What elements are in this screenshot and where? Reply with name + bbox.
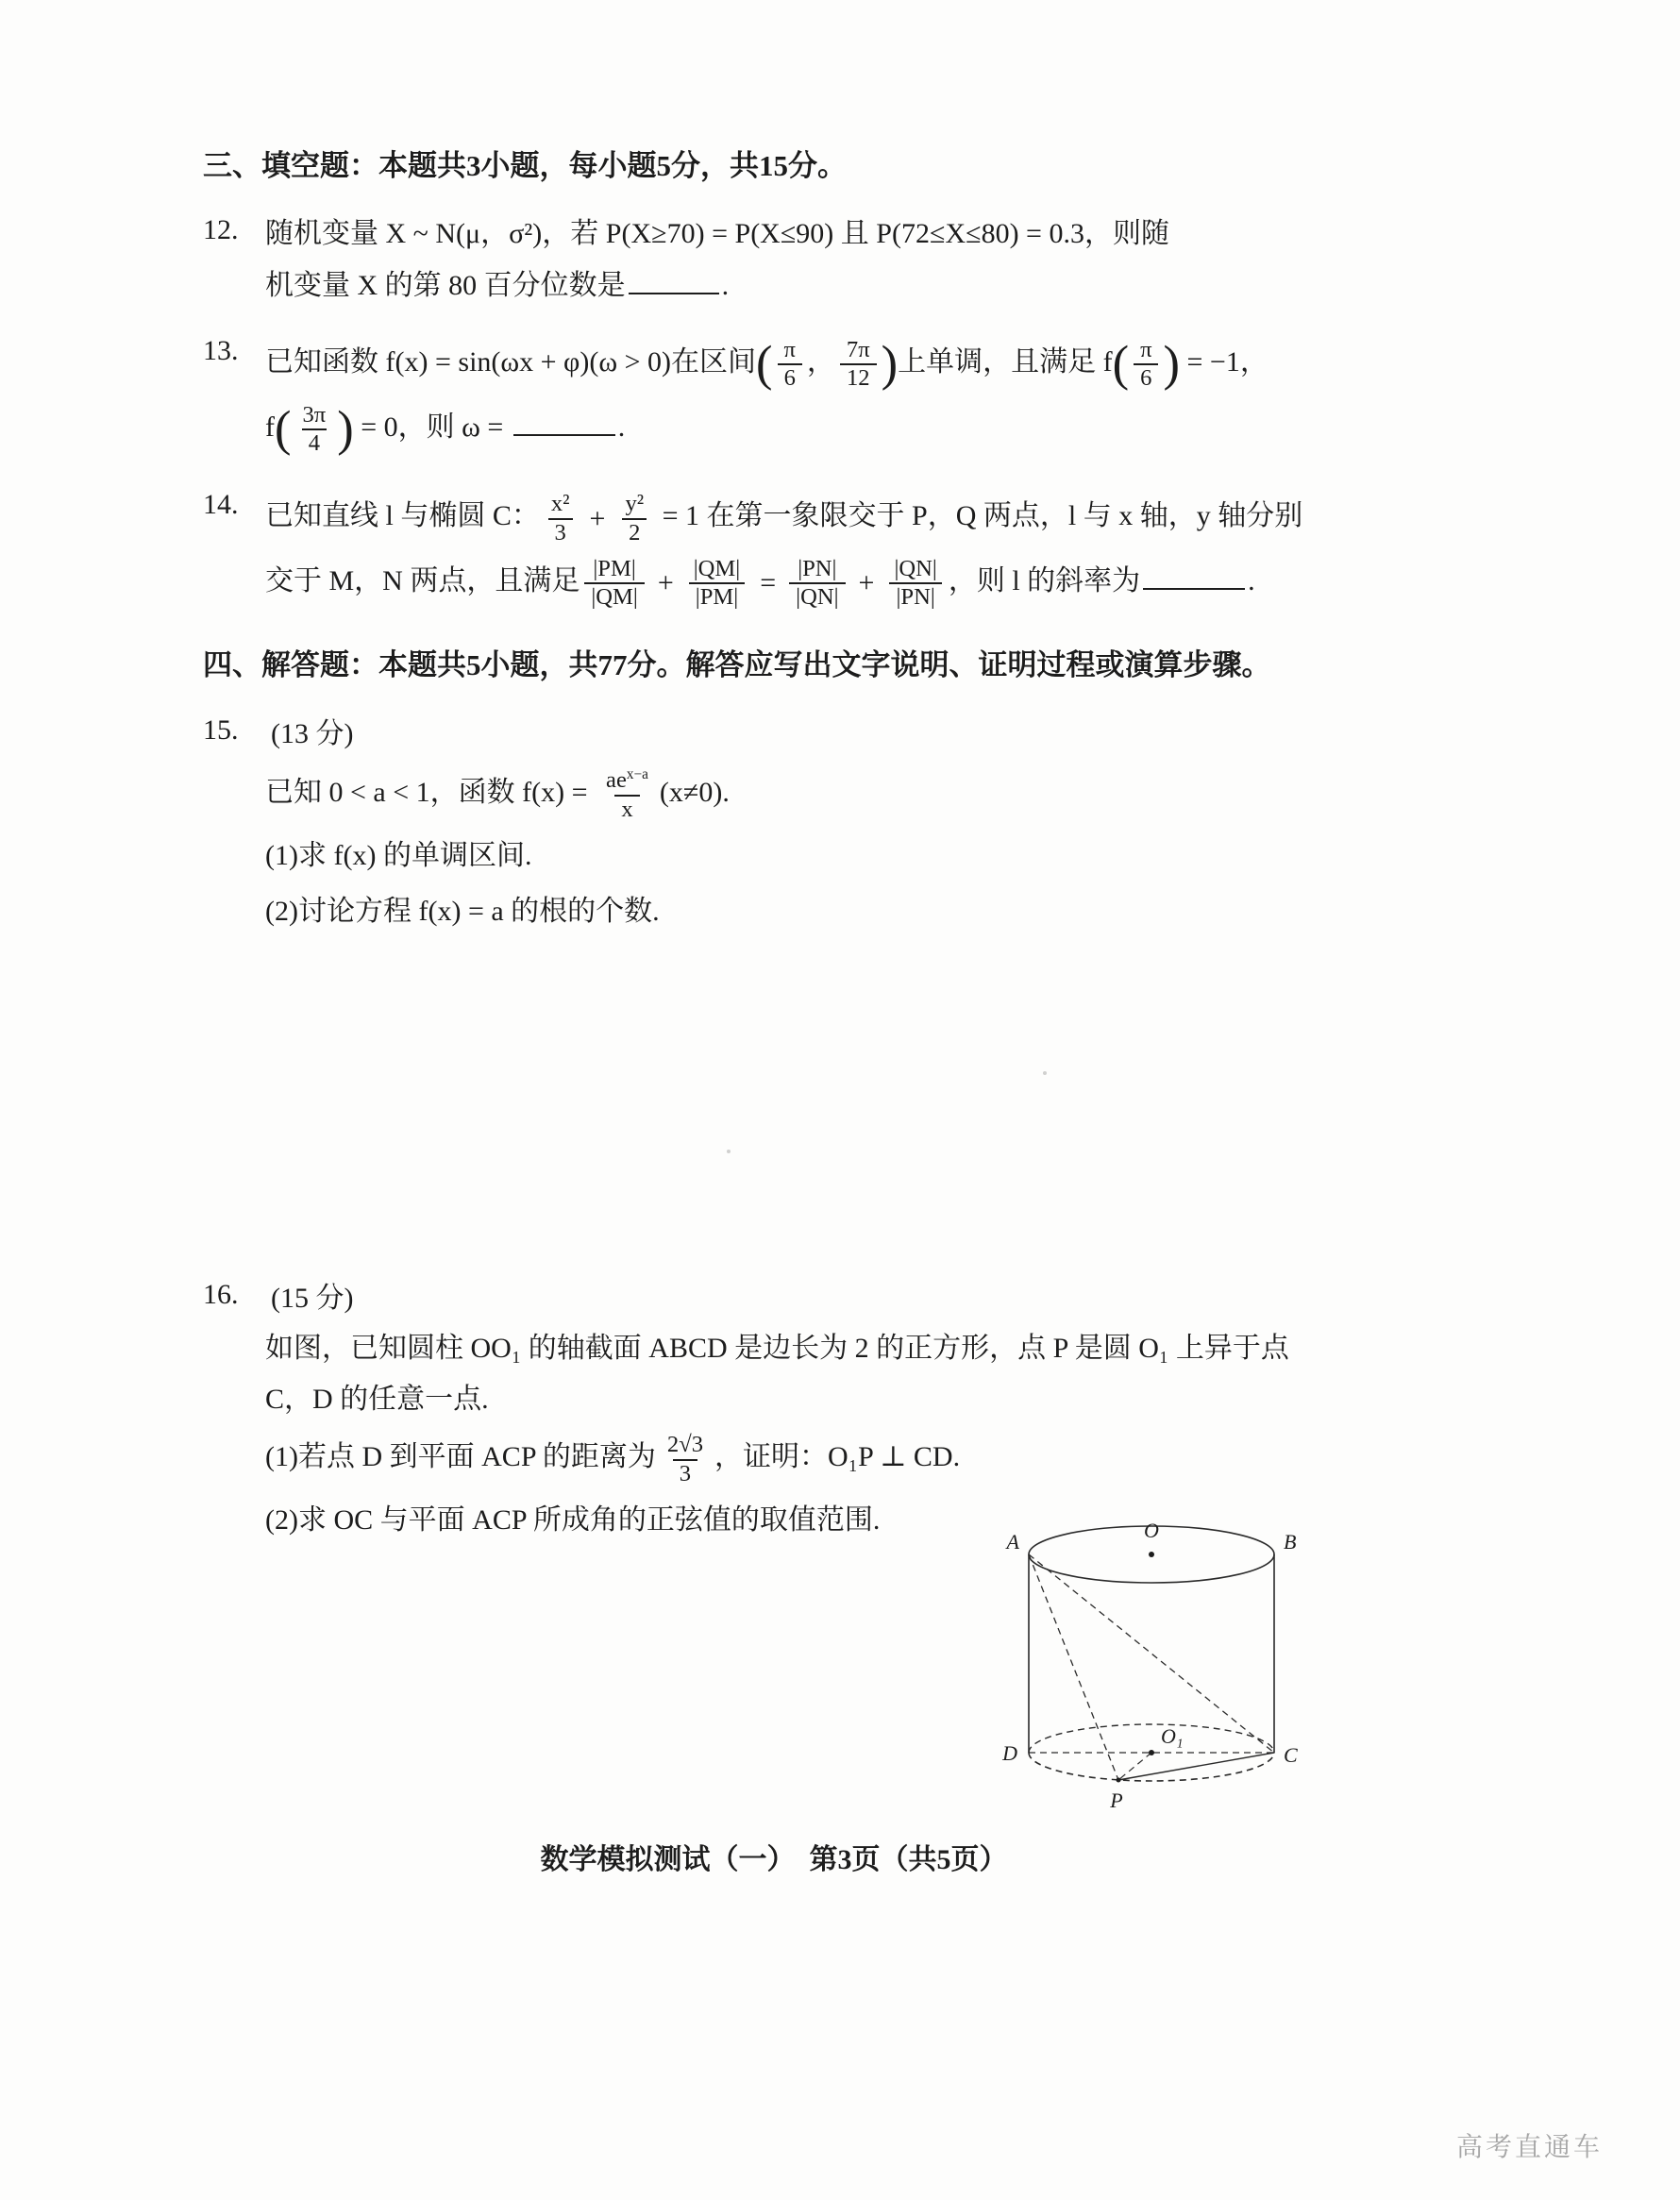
question-16-line-1 (265, 1325, 1345, 1372)
segment-AP (1029, 1554, 1118, 1780)
question-12-line-1 (265, 210, 1345, 258)
fraction-QM-PM: $\frac{|QM|}{|PM|}$ (687, 556, 747, 612)
point-O (1149, 1552, 1154, 1557)
question-15-score-line (265, 711, 1345, 758)
fraction-ae-x: $\frac{ae^{x-a}}{x}$ (599, 766, 655, 823)
section-heading-solution: 四、解答题：本题共5小题，共77分。解答应写出文字说明、证明过程或演算步骤。 (203, 648, 1271, 682)
point-O1 (1149, 1750, 1154, 1755)
plus-sign: + (858, 567, 875, 599)
question-15-part-2-text: (2)讨论方程 f(x) = a 的根的个数. (265, 896, 660, 928)
figure-label-A: A (1006, 1530, 1019, 1553)
figure-label-O: O (1144, 1519, 1159, 1542)
fraction-7pi-12: $\frac{7\pi}{12}$ (840, 337, 877, 393)
fraction-QN-PN: $\frac{|QN|}{|PN|}$ (887, 556, 943, 612)
question-14-number: 14. (203, 489, 239, 521)
question-16-part-1-text-b: ，证明：O₁P ⊥ CD. (714, 1441, 961, 1473)
question-13-body (265, 327, 1345, 466)
question-13 (203, 327, 1345, 466)
question-16-text-2: C，D 的任意一点. (265, 1383, 489, 1415)
question-15-text-1: 已知 0 < a < 1，函数 f(x) = (265, 776, 596, 808)
comma: ， (806, 346, 835, 378)
fraction-x2-3: $\frac{\text{x²}}{3}$ (545, 491, 577, 546)
watermark: 高考直通车 (1455, 2132, 1603, 2161)
question-13-text-5: = 0，则 ω = (353, 411, 511, 443)
figure-label-P: P (1110, 1789, 1123, 1812)
question-12-text-2: 机变量 X 的第 80 百分位数是 (265, 269, 626, 301)
question-16-part-1 (265, 1432, 1345, 1487)
fraction-pi-6: $\frac{\pi}{6}$ (1134, 337, 1158, 393)
question-16-part-2-text: (2)求 OC 与平面 ACP 所成角的正弦值的取值范围. (265, 1503, 881, 1536)
segment-PC (1118, 1753, 1274, 1780)
segment-O1P (1118, 1753, 1151, 1780)
point-P (1117, 1778, 1121, 1783)
question-16-score-line (265, 1275, 1345, 1322)
question-16-text-1: 如图，已知圆柱 OO₁ 的轴截面 ABCD 是边长为 2 的正方形，点 P 是圆 O₁ 上异于点 (265, 1333, 1289, 1365)
equals-sign: = (760, 567, 777, 599)
question-13-text-2: 上单调，且满足 f (898, 346, 1113, 378)
question-14-body (265, 481, 1345, 620)
segment-AC (1029, 1554, 1274, 1753)
question-13-tail: . (617, 411, 626, 443)
question-16-line-2 (265, 1376, 1345, 1423)
question-12-tail: . (721, 269, 730, 301)
question-16-score: (15 分) (271, 1282, 354, 1314)
answer-blank (513, 403, 615, 436)
question-13-line-2 (265, 402, 1345, 458)
question-15-formula-line (265, 766, 1345, 823)
question-13-number: 13. (203, 335, 239, 367)
question-14 (203, 481, 1345, 620)
exam-content (203, 142, 1345, 1553)
question-14-text-1: 已知直线 l 与椭圆 C： (265, 500, 540, 532)
blank-work-space (203, 945, 1345, 1256)
cylinder-figure (991, 1505, 1312, 1822)
fraction-PM-QM: $\frac{|PM|}{|QM|}$ (584, 556, 644, 612)
left-paren: ( (275, 401, 292, 457)
answer-blank (629, 261, 719, 294)
numerator-exponent: x−a (626, 766, 648, 783)
scan-speck (727, 1150, 731, 1153)
question-15-score: (13 分) (271, 717, 354, 749)
cylinder-bottom-back-arc (1029, 1724, 1274, 1753)
page-footer: 数学模拟测试（一） 第3页（共5页） (540, 1844, 1008, 1875)
plus-sign: + (589, 502, 606, 534)
question-15 (203, 707, 1345, 945)
left-paren: ( (1112, 336, 1130, 392)
question-12-line-2 (265, 261, 1345, 310)
cylinder-bottom-front-arc (1029, 1753, 1274, 1781)
fraction-2root3-3: $\frac{2√3}{3}$ (666, 1432, 703, 1486)
left-paren: ( (756, 336, 773, 392)
fraction-y2-2: $\frac{\text{y²}}{2}$ (618, 491, 650, 546)
figure-label-D: D (1002, 1741, 1017, 1765)
question-14-line-2 (265, 556, 1345, 612)
question-14-text-4: ，则 l 的斜率为 (948, 565, 1141, 596)
question-14-tail: . (1248, 565, 1255, 596)
question-16-number: 16. (203, 1278, 239, 1310)
question-15-number: 15. (203, 714, 239, 746)
fraction-numerator (599, 766, 655, 794)
fraction-pi-6: $\frac{\pi}{6}$ (778, 337, 802, 393)
question-13-text-1: 已知函数 f(x) = sin(ωx + φ)(ω > 0)在区间 (265, 346, 757, 378)
question-15-body (265, 707, 1345, 945)
question-15-part-1 (265, 832, 1345, 880)
question-14-line-1 (265, 491, 1345, 546)
figure-label-B: B (1284, 1530, 1297, 1553)
question-14-text-3: 交于 M，N 两点，且满足 (265, 565, 580, 596)
section-heading-fill-in: 三、填空题：本题共3小题，每小题5分，共15分。 (203, 149, 847, 182)
right-paren: ) (881, 336, 899, 392)
numerator-base: ae (606, 767, 627, 794)
right-paren: ) (337, 401, 354, 457)
question-13-text-3: = −1， (1180, 346, 1268, 378)
question-12-body (265, 207, 1345, 312)
answer-blank (1143, 557, 1245, 590)
question-13-line-1 (265, 337, 1345, 393)
question-12-text-1: 随机变量 X ~ N(μ，σ²)，若 P(X≥70) = P(X≤90) 且 P(72≤X≤80) = 0.3，则随 (265, 218, 1169, 250)
scan-speck (1043, 1071, 1047, 1075)
fraction-3pi-4: $\frac{3\pi}{4}$ (302, 401, 327, 456)
right-paren: ) (1163, 336, 1181, 392)
question-15-part-2 (265, 888, 1345, 935)
figure-label-C: C (1284, 1743, 1298, 1767)
question-15-text-2: (x≠0). (659, 776, 730, 808)
question-12 (203, 207, 1345, 312)
question-16-part-1-text-a: (1)若点 D 到平面 ACP 的距离为 (265, 1441, 656, 1473)
question-12-number: 12. (203, 214, 239, 246)
question-13-text-4: f (265, 411, 275, 443)
fraction-PN-QN: $\frac{|PN|}{|QN|}$ (789, 556, 845, 612)
plus-sign: + (657, 567, 674, 599)
question-14-text-2: = 1 在第一象限交于 P，Q 两点，l 与 x 轴，y 轴分别 (655, 500, 1303, 532)
figure-label-O1: O₁ (1161, 1724, 1184, 1748)
question-15-part-1-text: (1)求 f(x) 的单调区间. (265, 839, 532, 871)
